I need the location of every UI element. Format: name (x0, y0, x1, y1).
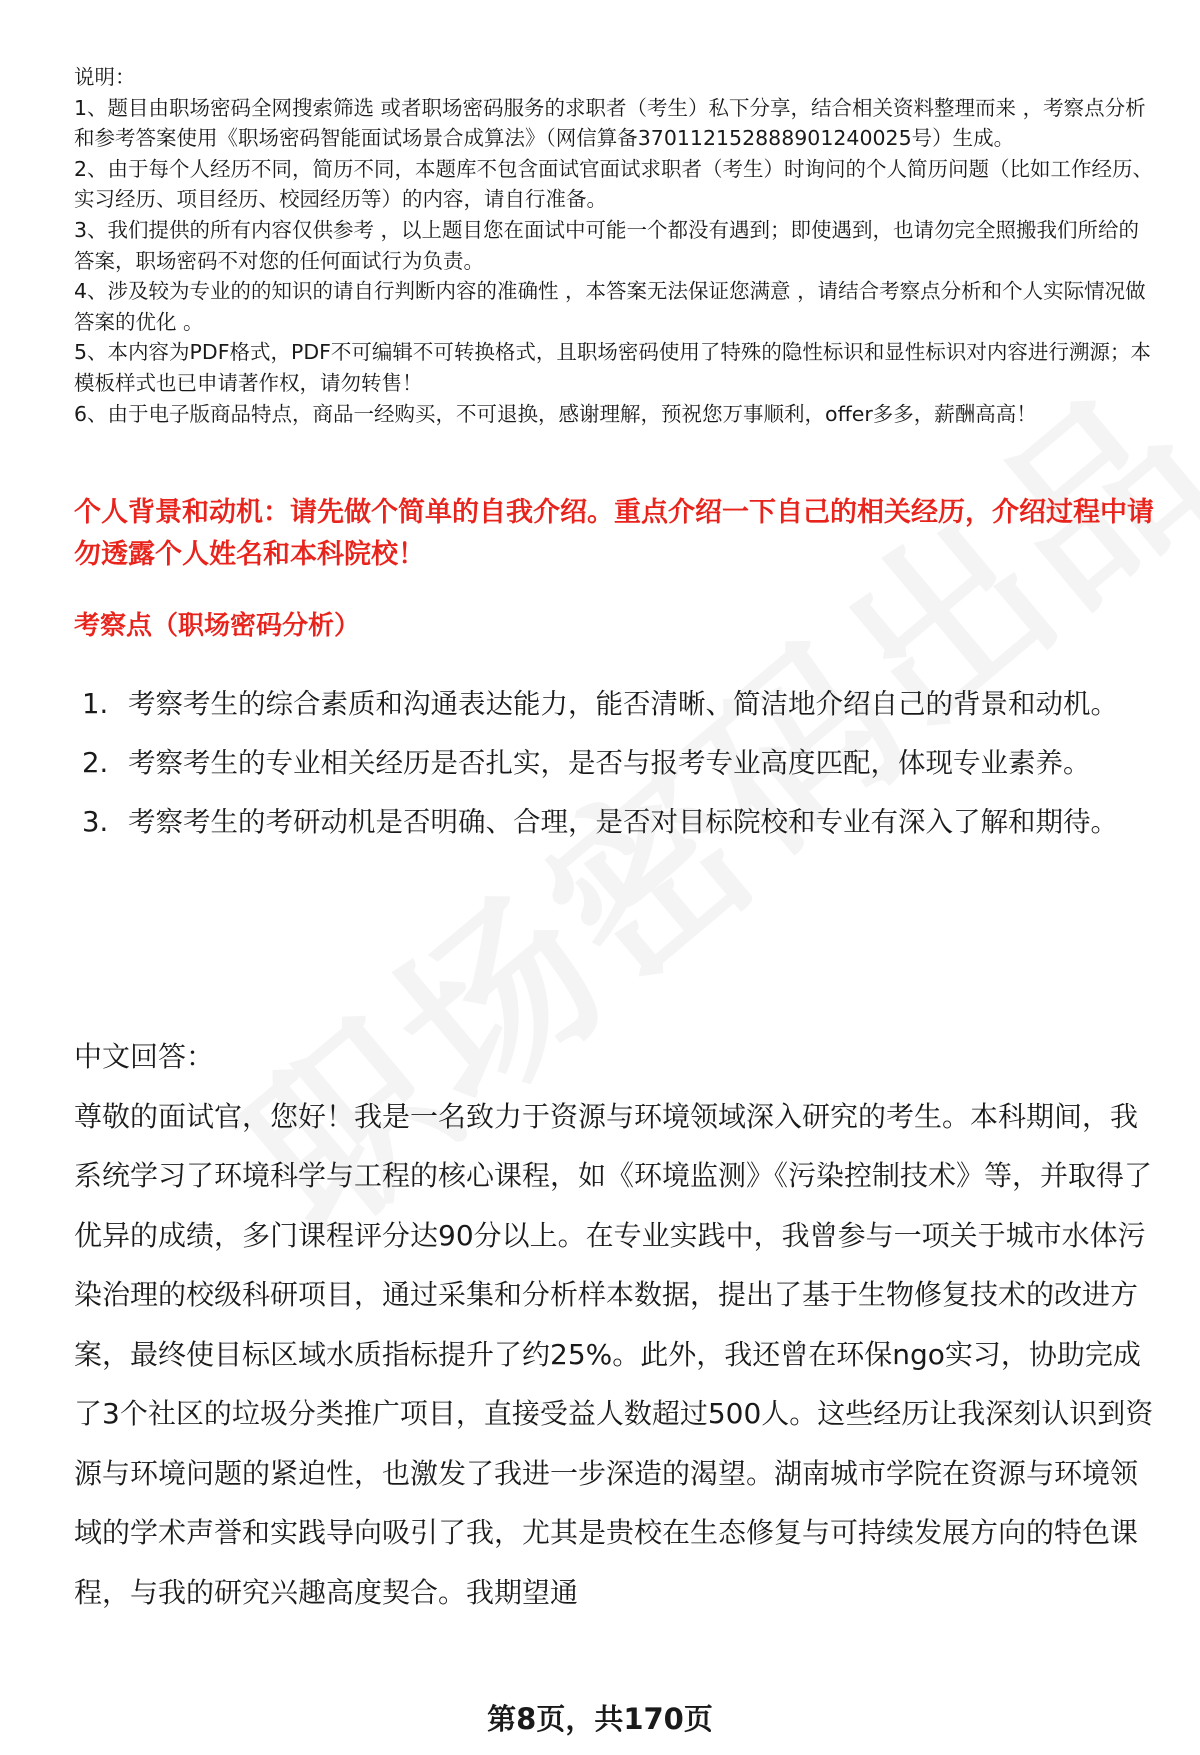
point-number: 1. (82, 688, 109, 720)
note-item: 3、我们提供的所有内容仅供参考 ，以上题目您在面试中可能一个都没有遇到；即使遇到，也请勿完全照搬我们所给的答案，职场密码不对您的任何面试行为负责。 (74, 217, 1140, 273)
analysis-points (82, 675, 1152, 852)
analysis-point (82, 793, 1152, 852)
note-item: 5、本内容为PDF格式，PDF不可编辑不可转换格式，且职场密码使用了特殊的隐性标识和显性标识对内容进行溯源；本模板样式也已申请著作权，请勿转售！ (74, 340, 1151, 395)
analysis-title: 考察点（职场密码分析） (74, 611, 361, 641)
notes-heading: 说明： (74, 65, 136, 89)
note-item: 4、涉及较为专业的的知识的请自行判断内容的准确性 ，本答案无法保证您满意 ，请结合考察点分析和个人实际情况做答案的优化 。 (74, 279, 1146, 334)
answer-label: 中文回答： (74, 1040, 215, 1073)
note-item: 2、由于每个人经历不同，简历不同，本题库不包含面试官面试求职者（考生）时询问的个人简历问题（比如工作经历、实习经历、项目经历、校园经历等）的内容，请自行准备。 (74, 156, 1154, 212)
note-item: 1、题目由职场密码全网搜索筛选 或者职场密码服务的求职者（考生）私下分享，结合相关资料整理而来 ，考察点分析和参考答案使用《职场密码智能面试场景合成算法》（网信算备370112152888901240025号）生成。 (74, 95, 1146, 151)
interview-question: 个人背景和动机：请先做个简单的自我介绍。重点介绍一下自己的相关经历，介绍过程中请勿透露个人姓名和本科院校！ (74, 497, 1154, 570)
answer-text: 尊敬的面试官，您好！我是一名致力于资源与环境领域深入研究的考生。本科期间，我系统学习了环境科学与工程的核心课程，如《环境监测》《污染控制技术》等，并取得了优异的成绩，多门课程评分达90分以上。在专业实践中，我曾参与一项关于城市水体污染治理的校级科研项目，通过采集和分析样本数据，提出了基于生物修复技术的改进方案，最终使目标区域水质指标提升了约25%。此外，我还曾在环保ngo实习，协助完成了3个社区的垃圾分类推广项目，直接受益人数超过500人。这些经历让我深刻认识到资源与环境问题的紧迫性，也激发了我进一步深造的渴望。湖南城市学院在资源与环境领域的学术声誉和实践导向吸引了我，尤其是贵校在生态修复与可持续发展方向的特色课程，与我的研究兴趣高度契合。我期望通 (74, 1099, 1154, 1609)
point-text: 考察考生的专业相关经历是否扎实，是否与报考专业高度匹配，体现专业素养。 (128, 747, 1091, 779)
point-text: 考察考生的综合素质和沟通表达能力，能否清晰、简洁地介绍自己的背景和动机。 (128, 688, 1118, 720)
point-text: 考察考生的考研动机是否明确、合理，是否对目标院校和专业有深入了解和期待。 (128, 806, 1118, 838)
analysis-point (82, 734, 1152, 793)
point-number: 3. (82, 806, 109, 838)
page-number-footer: 第8页，共170页 (487, 1702, 713, 1736)
answer-section (74, 1027, 1159, 1622)
note-item: 6、由于电子版商品特点，商品一经购买，不可退换，感谢理解，预祝您万事顺利，offer多多，薪酬高高！ (74, 401, 1037, 426)
point-number: 2. (82, 747, 109, 779)
disclaimer-notes (74, 62, 1159, 429)
analysis-point (82, 675, 1152, 734)
